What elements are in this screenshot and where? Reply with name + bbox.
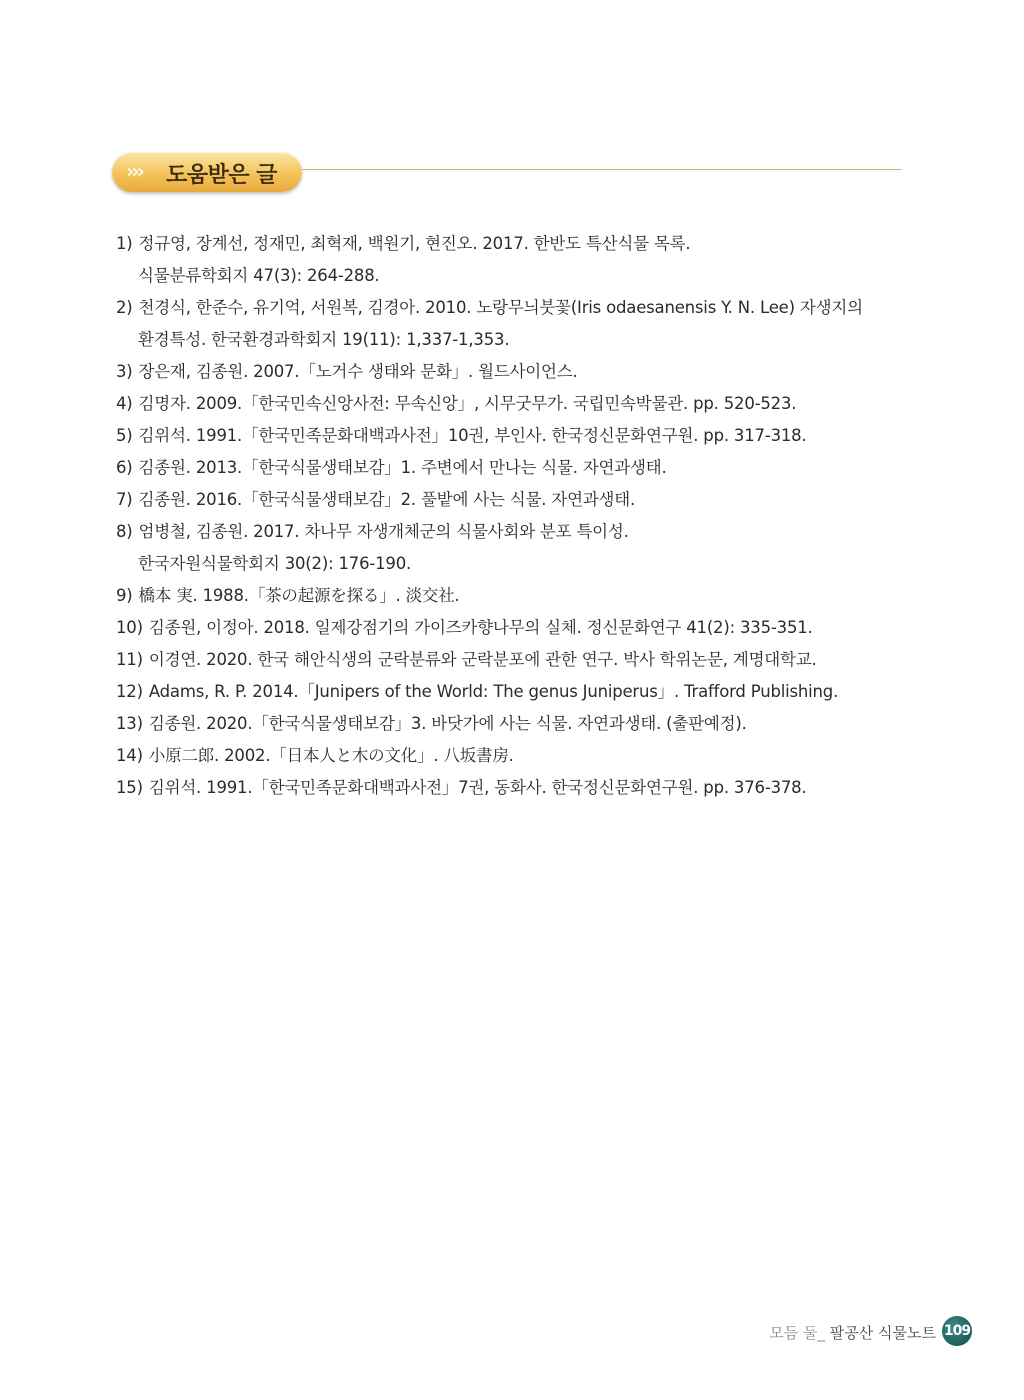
reference-text: 橋本 実. 1988.「茶の起源を探る」. 淡交社. (138, 586, 460, 605)
reference-text: 장은재, 김종원. 2007.「노거수 생태와 문화」. 월드사이언스. (138, 362, 578, 381)
reference-text: 환경특성. 한국환경과학회지 19(11): 1,337-1,353. (138, 330, 510, 349)
reference-item (116, 772, 896, 804)
reference-item (116, 452, 896, 484)
reference-text: 한국자원식물학회지 30(2): 176-190. (138, 554, 412, 573)
footer-book-title: 팔공산 식물노트 (829, 1324, 936, 1342)
reference-number: 8) (116, 522, 133, 541)
reference-number: 7) (116, 490, 133, 509)
section-title-badge (112, 152, 302, 192)
reference-number: 9) (116, 586, 133, 605)
reference-item (116, 388, 896, 420)
reference-item (116, 708, 896, 740)
reference-item (116, 420, 896, 452)
reference-text: 김종원. 2020.「한국식물생태보감」3. 바닷가에 사는 식물. 자연과생태. (출판예정). (148, 714, 747, 733)
reference-item (116, 612, 896, 644)
reference-item (116, 740, 896, 772)
reference-item (116, 228, 896, 292)
footer-running-title (769, 1322, 936, 1343)
reference-text: 김명자. 2009.「한국민속신앙사전: 무속신앙」, 시무굿무가. 국립민속박물관. pp. 520-523. (138, 394, 797, 413)
reference-item (116, 644, 896, 676)
reference-text: Adams, R. P. 2014.「Junipers of the World: The genus Juniperus」. Trafford Publishing. (148, 682, 839, 701)
footer-series: 모듬 둘_ (769, 1324, 826, 1342)
reference-number: 4) (116, 394, 133, 413)
reference-text: 엄병철, 김종원. 2017. 차나무 자생개체군의 식물사회와 분포 특이성. (138, 522, 629, 541)
reference-number: 12) (116, 682, 143, 701)
section-header (112, 152, 904, 194)
reference-item (116, 516, 896, 580)
chevron-right-icon: ››› (126, 159, 142, 183)
reference-number: 15) (116, 778, 143, 797)
section-title: 도움받은 글 (166, 163, 277, 188)
reference-number: 3) (116, 362, 133, 381)
reference-item (116, 356, 896, 388)
reference-number: 11) (116, 650, 143, 669)
reference-number: 2) (116, 298, 133, 317)
reference-item (116, 580, 896, 612)
reference-text: 김위석. 1991.「한국민족문화대백과사전」10권, 부인사. 한국정신문화연구원. pp. 317-318. (138, 426, 807, 445)
reference-text: 천경식, 한준수, 유기억, 서원복, 김경아. 2010. 노랑무늬붓꽃(Iris odaesanensis Y. N. Lee) 자생지의 (138, 298, 863, 317)
reference-text: 小原二郎. 2002.「日本人と木の文化」. 八坂書房. (148, 746, 514, 765)
reference-text: 식물분류학회지 47(3): 264-288. (138, 266, 380, 285)
reference-list (116, 228, 896, 804)
reference-text: 김위석. 1991.「한국민족문화대백과사전」7권, 동화사. 한국정신문화연구원. pp. 376-378. (148, 778, 807, 797)
reference-number: 6) (116, 458, 133, 477)
reference-number: 5) (116, 426, 133, 445)
reference-number: 10) (116, 618, 143, 637)
reference-text: 김종원, 이정아. 2018. 일제강점기의 가이즈카향나무의 실체. 정신문화연구 41(2): 335-351. (148, 618, 813, 637)
reference-item (116, 292, 896, 356)
reference-item (116, 484, 896, 516)
reference-text: 김종원. 2013.「한국식물생태보감」1. 주변에서 만나는 식물. 자연과생태. (138, 458, 667, 477)
reference-number: 13) (116, 714, 143, 733)
reference-number: 14) (116, 746, 143, 765)
reference-number: 1) (116, 234, 133, 253)
header-divider (302, 169, 902, 170)
page-footer (760, 1316, 980, 1348)
reference-text: 김종원. 2016.「한국식물생태보감」2. 풀밭에 사는 식물. 자연과생태. (138, 490, 636, 509)
reference-text: 이경연. 2020. 한국 해안식생의 군락분류와 군락분포에 관한 연구. 박사 학위논문, 계명대학교. (148, 650, 817, 669)
reference-item (116, 676, 896, 708)
reference-text: 정규영, 장계선, 정재민, 최혁재, 백원기, 현진오. 2017. 한반도 특산식물 목록. (138, 234, 691, 253)
page-number: 109 (942, 1316, 972, 1346)
